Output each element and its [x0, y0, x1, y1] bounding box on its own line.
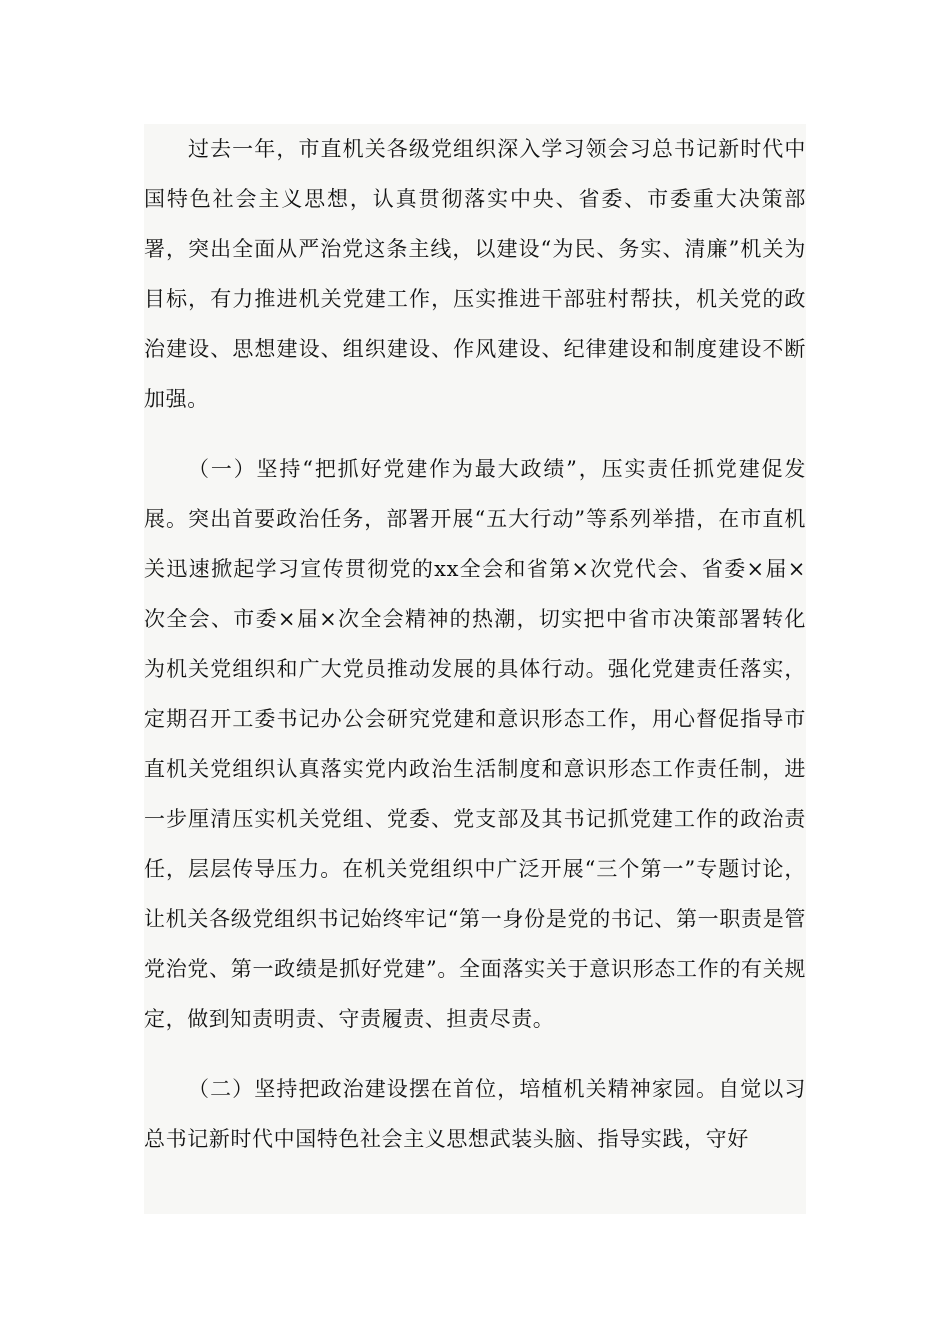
document-body: [144, 124, 806, 1214]
paragraph-intro: 过去一年，市直机关各级党组织深入学习领会习总书记新时代中国特色社会主义思想，认真贯彻落实中央、省委、市委重大决策部署，突出全面从严治党这条主线，以建设“为民、务实、清廉”机关为目标，有力推进机关党建工作，压实推进干部驻村帮扶，机关党的政治建设、思想建设、组织建设、作风建设、纪律建设和制度建设不断加强。: [144, 137, 806, 411]
paragraph-section-1: （一）坚持“把抓好党建作为最大政绩”，压实责任抓党建促发展。突出首要政治任务，部署开展“五大行动”等系列举措，在市直机关迅速掀起学习宣传贯彻党的xx全会和省第×次党代会、省委×届×次全会、市委×届×次全会精神的热潮，切实把中省市决策部署转化为机关党组织和广大党员推动发展的具体行动。强化党建责任落实，定期召开工委书记办公会研究党建和意识形态工作，用心督促指导市直机关党组织认真落实党内政治生活制度和意识形态工作责任制，进一步厘清压实机关党组、党委、党支部及其书记抓党建工作的政治责任，层层传导压力。在机关党组织中广泛开展“三个第一”专题讨论，让机关各级党组织书记始终牢记“第一身份是党的书记、第一职责是管党治党、第一政绩是抓好党建”。全面落实关于意识形态工作的有关规定，做到知责明责、守责履责、担责尽责。: [144, 457, 806, 1031]
paragraph-section-2: （二）坚持把政治建设摆在首位，培植机关精神家园。自觉以习总书记新时代中国特色社会主义思想武装头脑、指导实践，守好: [144, 1077, 806, 1151]
